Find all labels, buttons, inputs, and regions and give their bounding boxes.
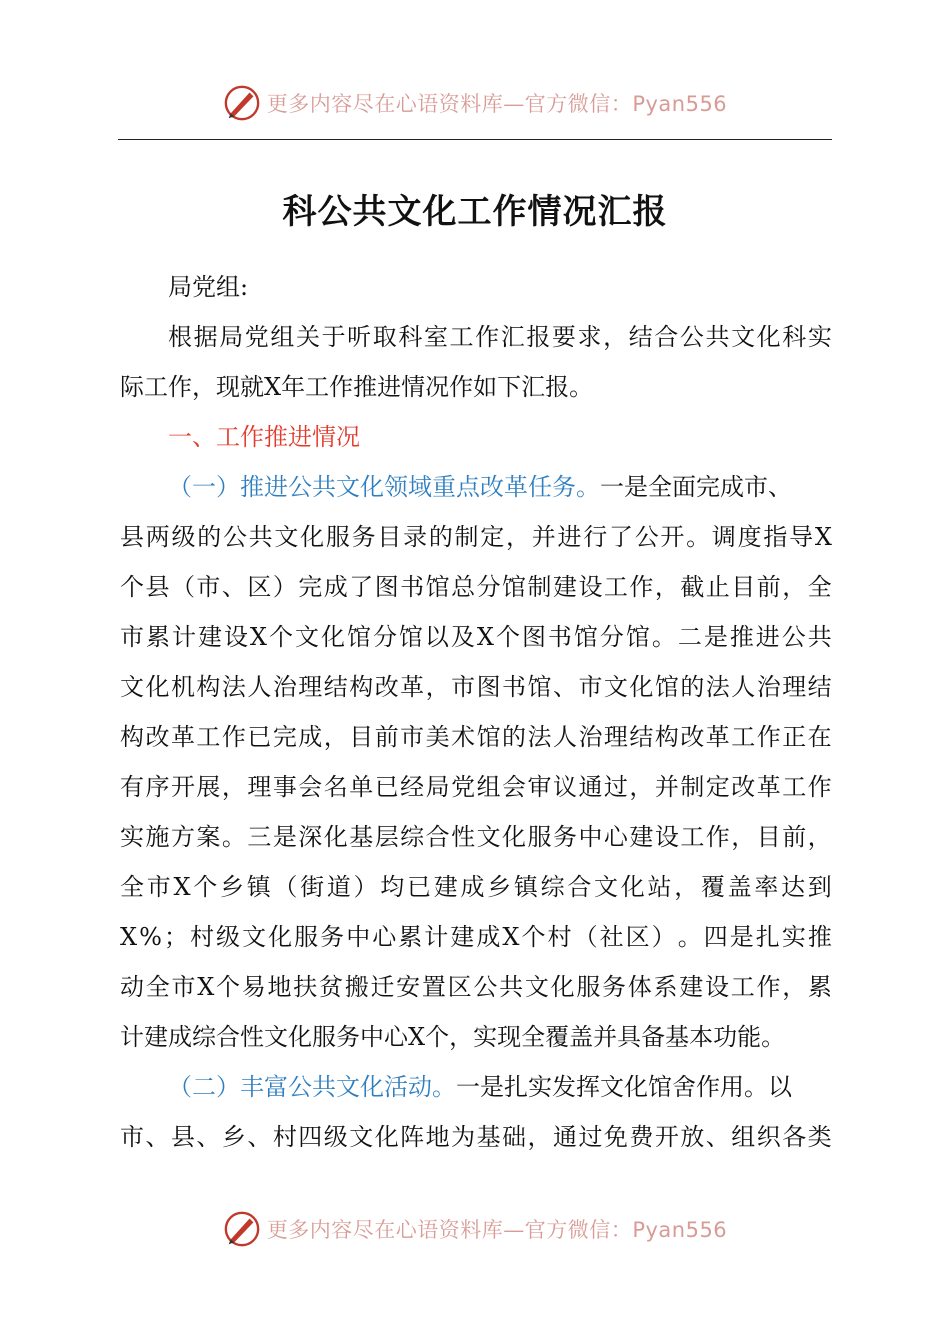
paragraph-line: 动 全 市 X 个 易 地 扶 贫 搬 迁 安 置 区 公 共 文 化 服 务 体 系 建 设 工 作 ， 累 bbox=[120, 973, 832, 1001]
paragraph-line: 个 县 （ 市 、 区 ） 完 成 了 图 书 馆 总 分 馆 制 建 设 工 作 ， 截 止 目 前 ， 全 bbox=[120, 573, 832, 601]
footer-banner-text: 更多内容尽在心语资料库—官方微信：Pyan556 bbox=[266, 1218, 728, 1242]
paragraph-line: 构 改 革 工 作 已 完 成 ， 目 前 市 美 术 馆 的 法 人 治 理 结 构 改 革 工 作 正 在 bbox=[120, 723, 832, 751]
pen-logo-icon bbox=[223, 84, 261, 122]
header-rule bbox=[118, 139, 832, 140]
paragraph-line: （一）推进公共文化领域重点改革任务。 一是全面完成市、 bbox=[120, 462, 832, 512]
paragraph-line: 有 序 开 展 ， 理 事 会 名 单 已 经 局 党 组 会 审 议 通 过 ， 并 制 定 改 革 工 作 bbox=[120, 773, 832, 801]
salutation: 局党组: bbox=[168, 273, 249, 301]
pen-logo-icon bbox=[223, 1210, 261, 1248]
document-body bbox=[120, 262, 832, 1162]
paragraph-line: 实 施 方 案 。 三 是 深 化 基 层 综 合 性 文 化 服 务 中 心 建 设 工 作 ， 目 前 ， bbox=[120, 823, 832, 851]
subheading-2: （二）丰富公共文化活动。 bbox=[168, 1073, 456, 1101]
footer-banner bbox=[0, 1206, 950, 1252]
header-banner bbox=[0, 80, 950, 126]
paragraph-line: （二）丰富公共文化活动。 一是扎实发挥文化馆舍作用。以 bbox=[120, 1062, 832, 1112]
document-title: 科公共文化工作情况汇报 bbox=[282, 192, 668, 232]
paragraph-line: 市 、 县 、 乡 、 村 四 级 文 化 阵 地 为 基 础 ， 通 过 免 费 开 放 、 组 织 各 类 bbox=[120, 1123, 832, 1151]
subheading-1: （一）推进公共文化领域重点改革任务。 bbox=[168, 473, 600, 501]
paragraph-line: 文 化 机 构 法 人 治 理 结 构 改 革 ， 市 图 书 馆 、 市 文 化 馆 的 法 人 治 理 结 bbox=[120, 673, 832, 701]
section-heading: 一、工作推进情况 bbox=[168, 423, 360, 451]
paragraph-line: 县 两 级 的 公 共 文 化 服 务 目 录 的 制 定 ， 并 进 行 了 公 开 。 调 度 指 导 X bbox=[120, 523, 832, 551]
paragraph-line: 际工作，现就X年工作推进情况作如下汇报。 bbox=[120, 373, 594, 401]
paragraph-line: 计建成综合性文化服务中心X个，实现全覆盖并具备基本功能。 bbox=[120, 1023, 786, 1051]
paragraph-line: 市 累 计 建 设 X 个 文 化 馆 分 馆 以 及 X 个 图 书 馆 分 馆 。 二 是 推 进 公 共 bbox=[120, 623, 832, 651]
header-banner-text: 更多内容尽在心语资料库—官方微信：Pyan556 bbox=[266, 92, 728, 116]
paragraph-line: 全 市 X 个 乡 镇 （ 街 道 ） 均 已 建 成 乡 镇 综 合 文 化 站 ， 覆 盖 率 达 到 bbox=[120, 873, 832, 901]
paragraph-line: 根 据 局 党 组 关 于 听 取 科 室 工 作 汇 报 要 求 ， 结 合 公 共 文 化 科 实 bbox=[168, 323, 832, 351]
paragraph-line: X % ； 村 级 文 化 服 务 中 心 累 计 建 成 X 个 村 （ 社 区 ） 。 四 是 扎 实 推 bbox=[120, 923, 832, 951]
